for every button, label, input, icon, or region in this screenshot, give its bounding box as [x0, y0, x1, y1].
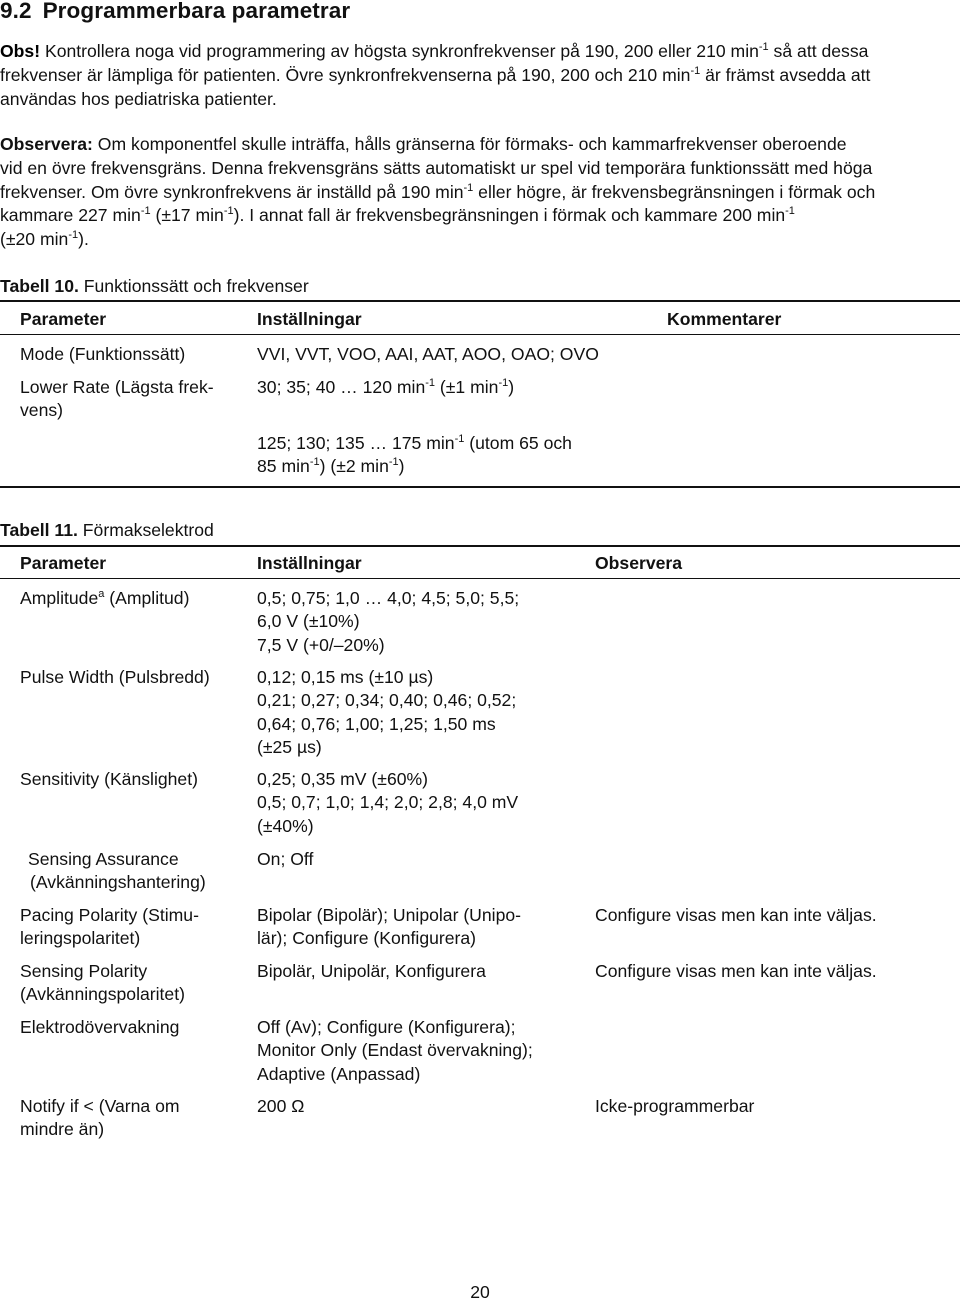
obs-line-1: Kontrollera noga vid programmering av högsta synkronfrekvenser på 190, 200 eller 210 min	[44, 41, 759, 61]
table-10-caption	[0, 276, 309, 297]
table-10-header-settings: Inställningar	[257, 309, 362, 329]
lead-monitoring-settings	[257, 1016, 533, 1086]
lower-rate-param-line-1: Lower Rate (Lägsta frek-	[20, 377, 214, 397]
pulse-width-setting-1: 0,12; 0,15 ms (±10 µs)	[257, 667, 434, 687]
section-number: 9.2	[0, 0, 32, 23]
table-11-header-settings: Inställningar	[257, 553, 362, 573]
obs-line-2: frekvenser är lämpliga för patienten. Övre synkronfrekvenserna på 190, 200 och 210 min	[0, 64, 691, 85]
lower-rate-s1-sup: -1	[425, 377, 436, 390]
section-title: Programmerbara parametrar	[42, 0, 351, 23]
notify-if-param-line-2: mindre än)	[20, 1119, 105, 1140]
obs-sup-1: -1	[758, 41, 769, 54]
amplitude-footnote-mark: a	[98, 588, 105, 601]
table-11-header-parameter: Parameter	[20, 553, 107, 573]
observera-line-3c: eller högre, är frekvensbegränsningen i förmak och	[473, 181, 876, 202]
amplitude-settings	[257, 587, 519, 657]
page-number: 20	[470, 1282, 490, 1302]
amplitude-setting-3: 7,5 V (+0/–20%)	[257, 634, 385, 655]
section-heading	[0, 0, 350, 24]
observera-line-3: frekvenser.	[0, 181, 87, 202]
obs-line-1b: så att dessa	[768, 41, 869, 61]
amplitude-param-text: Amplitude	[20, 588, 99, 608]
observera-line-2: vid en övre frekvensgräns.	[0, 157, 207, 178]
pulse-width-param: Pulse Width (Pulsbredd)	[20, 667, 210, 687]
observera-sup-4b: -1	[223, 205, 234, 218]
lower-rate-s2b: (utom 65 och	[464, 433, 572, 453]
sensing-assurance-setting: On; Off	[257, 849, 314, 869]
lead-monitoring-setting-3: Adaptive (Anpassad)	[257, 1063, 421, 1084]
pacing-polarity-setting-2: lär); Configure (Konfigurera)	[257, 928, 477, 949]
observera-label: Observera:	[0, 134, 93, 154]
pacing-polarity-setting-1: Bipolar (Bipolär); Unipolar (Unipo-	[257, 905, 522, 925]
table-11-caption-text: Förmakselektrod	[77, 520, 214, 540]
lower-rate-s2-sup: -1	[454, 433, 465, 446]
sensitivity-settings	[257, 768, 518, 838]
sensing-polarity-setting: Bipolär, Unipolär, Konfigurera	[257, 961, 486, 981]
sensing-polarity-note: Configure visas men kan inte väljas.	[595, 961, 877, 981]
lower-rate-s2a: 125; 130; 135 … 175 min	[257, 433, 455, 453]
observera-line-5a: (±20 min	[0, 229, 69, 250]
notify-if-param	[20, 1095, 180, 1142]
sensing-assurance-param-line-1: Sensing Assurance	[28, 849, 179, 869]
lower-rate-s3c: )	[398, 456, 405, 477]
lead-monitoring-setting-2: Monitor Only (Endast övervakning);	[257, 1040, 533, 1061]
table-10-lower-rate-param	[20, 376, 214, 423]
table-10-lower-rate-setting-2	[257, 432, 572, 479]
lower-rate-s1c: )	[508, 377, 515, 397]
observera-sup-4c: -1	[785, 205, 795, 218]
table-11-caption-label: Tabell 11.	[0, 520, 78, 540]
obs-line-3: användas hos pediatriska patienter.	[0, 88, 277, 109]
amplitude-setting-1: 0,5; 0,75; 1,0 … 4,0; 4,5; 5,0; 5,5;	[257, 588, 520, 608]
sensitivity-setting-3: (±40%)	[257, 815, 314, 836]
sensing-assurance-param	[28, 848, 206, 895]
lower-rate-s3b: ) (±2 min	[319, 456, 389, 477]
sensing-polarity-param-line-2: (Avkänningspolaritet)	[20, 984, 185, 1005]
obs-sup-2: -1	[690, 64, 701, 77]
table-10-header-parameter: Parameter	[20, 309, 107, 329]
amplitude-setting-2: 6,0 V (±10%)	[257, 611, 360, 632]
table-11-caption	[0, 520, 214, 541]
notify-if-note: Icke-programmerbar	[595, 1096, 755, 1116]
sensitivity-param: Sensitivity (Känslighet)	[20, 769, 198, 789]
amplitude-param	[20, 587, 189, 610]
observera-line-4c: ). I annat fall är frekvensbegränsningen i förmak och kammare 200 min	[233, 205, 786, 226]
pulse-width-setting-3: 0,64; 0,76; 1,00; 1,25; 1,50 ms	[257, 713, 496, 734]
table-10-caption-label: Tabell 10.	[0, 276, 79, 296]
pulse-width-setting-4: (±25 µs)	[257, 737, 322, 758]
pacing-polarity-settings	[257, 904, 521, 951]
observera-sup-4a: -1	[140, 205, 151, 218]
pulse-width-setting-2: 0,21; 0,27; 0,34; 0,40; 0,46; 0,52;	[257, 690, 517, 711]
table-11-header-rule	[0, 578, 960, 579]
table-10-mode-setting: VVI, VVT, VOO, AAI, AAT, AOO, OAO; OVO	[257, 344, 599, 364]
table-10-top-rule	[0, 300, 960, 302]
obs-line-2b: är främst avsedda att	[700, 64, 871, 85]
notify-if-setting: 200 Ω	[257, 1096, 305, 1116]
table-10-mode-param: Mode (Funktionssätt)	[20, 344, 186, 364]
pacing-polarity-note: Configure visas men kan inte väljas.	[595, 905, 877, 925]
table-10-lower-rate-setting-1	[257, 376, 514, 399]
table-11-top-rule	[0, 545, 960, 547]
sensitivity-setting-2: 0,5; 0,7; 1,0; 1,4; 2,0; 2,8; 4,0 mV	[257, 792, 519, 813]
lower-rate-s1-sup2: -1	[498, 377, 509, 390]
sensing-polarity-param-line-1: Sensing Polarity	[20, 961, 148, 981]
lead-monitoring-setting-1: Off (Av); Configure (Konfigurera);	[257, 1017, 516, 1037]
pacing-polarity-param	[20, 904, 199, 951]
obs-label: Obs!	[0, 41, 41, 61]
observera-sup-5a: -1	[68, 229, 79, 242]
obs-paragraph	[0, 40, 960, 111]
pulse-width-settings	[257, 666, 516, 760]
observera-line-5b: ).	[78, 229, 89, 250]
amplitude-param-text-2: (Amplitud)	[104, 588, 190, 608]
table-10-caption-text: Funktionssätt och frekvenser	[78, 276, 309, 296]
lower-rate-s3-sup2: -1	[388, 456, 399, 469]
lower-rate-param-line-2: vens)	[20, 400, 64, 421]
observera-paragraph	[0, 133, 960, 252]
lower-rate-s3a: 85 min	[257, 456, 310, 477]
pacing-polarity-param-line-2: leringspolaritet)	[20, 928, 141, 949]
pacing-polarity-param-line-1: Pacing Polarity (Stimu-	[20, 905, 199, 925]
observera-line-4b: (±17 min	[150, 205, 224, 226]
lower-rate-s1a: 30; 35; 40 … 120 min	[257, 377, 426, 397]
table-10-header-rule	[0, 334, 960, 335]
table-11-header-notes: Observera	[595, 553, 683, 573]
notify-if-param-line-1: Notify if < (Varna om	[20, 1096, 180, 1116]
observera-sup-3: -1	[463, 181, 474, 194]
observera-line-2b: Denna frekvensgräns sätts automatiskt ur spel vid temporära funktionssätt med höga	[206, 157, 873, 178]
table-10-bottom-rule	[0, 486, 960, 488]
lead-monitoring-param: Elektrodövervakning	[20, 1017, 180, 1037]
lower-rate-s1b: (±1 min	[435, 377, 499, 397]
lower-rate-s3-sup: -1	[309, 456, 320, 469]
observera-line-4a: kammare 227 min	[0, 205, 141, 226]
sensing-polarity-param	[20, 960, 185, 1007]
observera-line-3b: Om övre synkronfrekvens är inställd på 190 min	[86, 181, 464, 202]
sensitivity-setting-1: 0,25; 0,35 mV (±60%)	[257, 769, 429, 789]
table-10-header-comments: Kommentarer	[667, 309, 782, 329]
sensing-assurance-param-line-2: (Avkänningshantering)	[30, 872, 206, 893]
observera-line-1: Om komponentfel skulle inträffa, hålls gränserna för förmaks- och kammarfrekvenser oberoende	[92, 134, 847, 154]
